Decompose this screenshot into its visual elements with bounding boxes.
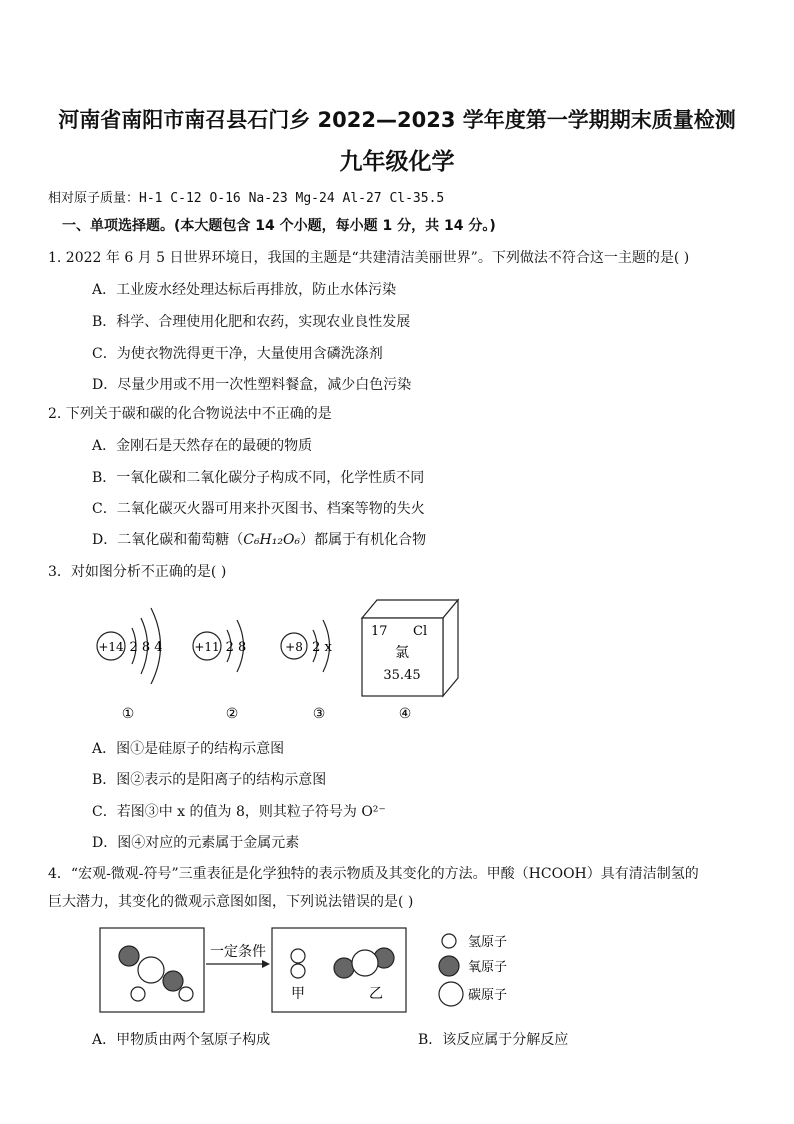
question-3-stem: 3．对如图分析不正确的是( ) xyxy=(48,564,227,580)
reaction-arrow-head xyxy=(262,960,270,968)
q3-option-a: A．图①是硅原子的结构示意图 xyxy=(92,741,285,757)
q4-option-a: A．甲物质由两个氢原子构成 xyxy=(92,1032,271,1048)
q1-option-d: D．尽量少用或不用一次性塑料餐盒，减少白色污染 xyxy=(92,377,412,393)
diagram-label: ① xyxy=(121,706,135,722)
element-symbol: Cl xyxy=(413,624,428,639)
page-subtitle: 九年级化学 xyxy=(339,149,455,175)
reaction-figure xyxy=(0,920,794,1020)
legend-hydrogen-label: 氢原子 xyxy=(468,935,508,950)
atomic-masses: 相对原子质量：H-1 C-12 O-16 Na-23 Mg-24 Al-27 Cl-35.5 xyxy=(48,191,445,206)
atom-diagram-2 xyxy=(193,620,246,722)
q3-option-d: D．图④对应的元素属于金属元素 xyxy=(92,835,300,851)
shell-electrons: 2 8 4 xyxy=(129,640,163,655)
legend-carbon-swatch xyxy=(439,982,463,1006)
q2-option-d-suffix: ）都属于有机化合物 xyxy=(300,532,427,548)
glucose-formula: C₆H₁₂O₆ xyxy=(243,532,301,548)
question-1-stem: 1. 2022 年 6 月 5 日世界环境日，我国的主题是“共建清洁美丽世界”。下列做法不符合这一主题的是( ) xyxy=(48,250,690,266)
product-jia-label: 甲 xyxy=(291,986,305,1002)
question-4-stem-line1: 4．“宏观-微观-符号”三重表征是化学独特的表示物质及其变化的方法。甲酸（HCOOH）具有清洁制氢的 xyxy=(48,866,699,882)
diagram-label: ④ xyxy=(398,706,412,722)
element-cube xyxy=(362,600,458,722)
oxygen-atom xyxy=(163,971,183,991)
product-yi-label: 乙 xyxy=(369,986,383,1002)
legend-oxygen-label: 氧原子 xyxy=(468,960,508,975)
section-heading: 一、单项选择题。(本大题包含 14 个小题，每小题 1 分，共 14 分。) xyxy=(62,218,496,234)
hydrogen-atom xyxy=(291,964,305,978)
diagram-label: ② xyxy=(225,706,239,722)
atom-diagram-1 xyxy=(97,608,163,722)
q1-option-b: B．科学、合理使用化肥和农药，实现农业良性发展 xyxy=(92,314,411,330)
hydrogen-atom xyxy=(131,987,145,1001)
cube-top-face xyxy=(362,600,458,618)
q1-option-a: A．工业废水经处理达标后再排放，防止水体污染 xyxy=(92,282,397,298)
q1-option-c: C．为使衣物洗得更干净，大量使用含磷洗涤剂 xyxy=(92,346,383,362)
atom-diagram-3 xyxy=(281,620,333,722)
atomic-number: 17 xyxy=(371,624,388,639)
q2-option-d xyxy=(92,529,426,549)
hydrogen-atom xyxy=(291,949,305,963)
nucleus-charge: +11 xyxy=(194,640,220,654)
atomic-mass: 35.45 xyxy=(383,668,421,683)
atom-structure-figure xyxy=(0,590,794,730)
legend-oxygen-swatch xyxy=(439,956,459,976)
page-title: 河南省南阳市南召县石门乡 2022—2023 学年度第一学期期末质量检测 xyxy=(58,108,736,132)
q3-option-b: B．图②表示的是阳离子的结构示意图 xyxy=(92,772,327,788)
reaction-condition: 一定条件 xyxy=(210,944,266,960)
nucleus-charge: +8 xyxy=(285,640,303,654)
oxygen-atom xyxy=(119,946,139,966)
oxygen-atom xyxy=(334,958,354,978)
shell-electrons: 2 8 xyxy=(225,640,247,655)
atom-legend xyxy=(439,934,507,1006)
q4-option-b: B．该反应属于分解反应 xyxy=(418,1032,569,1048)
q2-option-a: A．金刚石是天然存在的最硬的物质 xyxy=(92,438,313,454)
q2-option-c: C．二氧化碳灭火器可用来扑灭图书、档案等物的失火 xyxy=(92,501,425,517)
carbon-atom xyxy=(352,950,378,976)
hydrogen-atom xyxy=(179,987,193,1001)
carbon-atom xyxy=(138,957,164,983)
legend-hydrogen-swatch xyxy=(442,934,456,948)
q2-option-d-prefix: D．二氧化碳和葡萄糖（ xyxy=(92,532,244,548)
diagram-label: ③ xyxy=(312,706,326,722)
shell-electrons: 2 x xyxy=(312,640,332,655)
q2-option-b: B．一氧化碳和二氧化碳分子构成不同，化学性质不同 xyxy=(92,470,425,486)
question-2-stem: 2. 下列关于碳和碳的化合物说法中不正确的是 xyxy=(48,406,332,422)
legend-carbon-label: 碳原子 xyxy=(468,988,508,1003)
element-name: 氯 xyxy=(395,645,409,661)
q3-option-c: C．若图③中 x 的值为 8，则其粒子符号为 O²⁻ xyxy=(92,804,386,820)
cube-side-face xyxy=(443,600,458,696)
question-4-stem-line2: 巨大潜力，其变化的微观示意图如图，下列说法错误的是( ) xyxy=(48,894,414,910)
nucleus-charge: +14 xyxy=(98,640,124,654)
